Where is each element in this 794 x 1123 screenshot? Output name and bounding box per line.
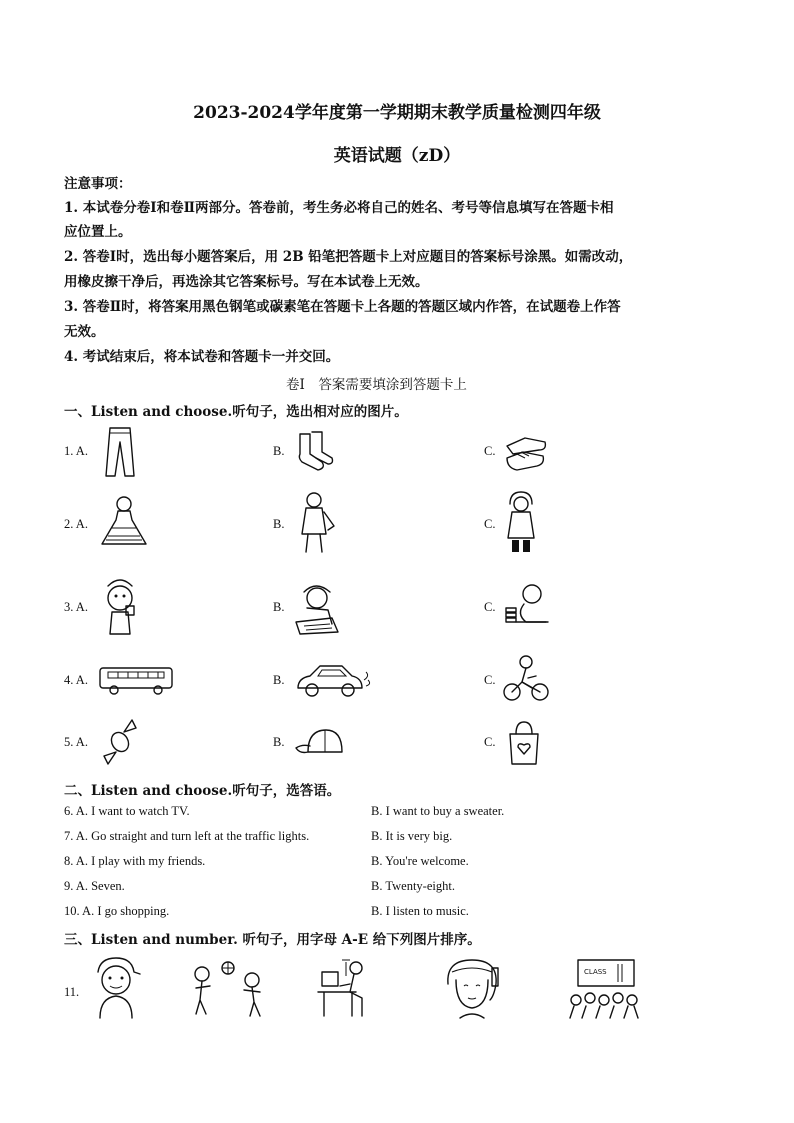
- q2-option-b: B.: [273, 517, 285, 531]
- note-2b: 用橡皮擦干净后，再选涂其它答案标号。写在本试卷上无效。: [64, 274, 429, 290]
- q1-option-a: 1. A.: [64, 444, 88, 458]
- page-title: 2023-2024学年度第一学期期末教学质量检测四年级: [193, 103, 601, 123]
- section1-heading: 一、Listen and choose.听句子，选出相对应的图片。: [64, 404, 408, 420]
- q10-option-a: 10. A. I go shopping.: [64, 904, 170, 918]
- socks-icon: [292, 430, 336, 474]
- bag-icon: [506, 720, 542, 766]
- bus-icon: [98, 664, 174, 696]
- q9-option-a: 9. A. Seven.: [64, 879, 125, 893]
- note-3a: 3. 答卷Ⅱ时，将答案用黑色钢笔或碳素笔在答题卡上各题的答题区域内作答，在试题卷上作答: [64, 299, 621, 315]
- boy-cap-icon: [88, 956, 142, 1020]
- note-3b: 无效。: [64, 324, 105, 340]
- q8-option-a: 8. A. I play with my friends.: [64, 854, 206, 868]
- concert-icon: [568, 956, 644, 1020]
- q5-option-b: B.: [273, 735, 285, 749]
- candy-icon: [100, 718, 140, 766]
- notes-heading: 注意事项：: [64, 176, 132, 192]
- note-1b: 应位置上。: [64, 224, 132, 240]
- q6-option-b: B. I want to buy a sweater.: [371, 804, 505, 818]
- q3-option-c: C.: [484, 600, 496, 614]
- q3-option-b: B.: [273, 600, 285, 614]
- q1-option-b: B.: [273, 444, 285, 458]
- note-2a: 2. 答卷Ⅰ时，选出每小题答案后，用 2B 铅笔把答题卡上对应题目的答案标号涂黑。如需改动，: [64, 249, 633, 265]
- section2-heading: 二、Listen and choose.听句子，选答语。: [64, 783, 341, 799]
- part1-heading: 卷Ⅰ 答案需要填涂到答题卡上: [286, 377, 467, 393]
- q2-option-c: C.: [484, 517, 496, 531]
- note-1a: 1. 本试卷分卷Ⅰ和卷Ⅱ两部分。答卷前，考生务必将自己的姓名、考号等信息填写在答题卡相: [64, 200, 614, 216]
- q4-option-b: B.: [273, 673, 285, 687]
- jacket-girl-icon: [294, 490, 340, 554]
- computer-desk-icon: [316, 958, 372, 1020]
- skirt-girl-icon: [500, 490, 542, 554]
- q2-option-a: 2. A.: [64, 517, 88, 531]
- cap-icon: [294, 726, 344, 760]
- q6-option-a: 6. A. I want to watch TV.: [64, 804, 190, 818]
- trousers-icon: [100, 424, 140, 480]
- q5-option-c: C.: [484, 735, 496, 749]
- q4-option-a: 4. A.: [64, 673, 88, 687]
- q3-option-a: 3. A.: [64, 600, 88, 614]
- q11-label: 11.: [64, 985, 80, 999]
- note-4: 4. 考试结束后，将本试卷和答题卡一并交回。: [64, 349, 340, 365]
- concert-screen-text: CLASS: [584, 968, 607, 976]
- q5-option-a: 5. A.: [64, 735, 88, 749]
- q1-option-c: C.: [484, 444, 496, 458]
- woman-phone-icon: [440, 956, 506, 1020]
- q7-option-a: 7. A. Go straight and turn left at the traffic lights.: [64, 829, 310, 843]
- shoes-icon: [503, 428, 549, 474]
- q8-option-b: B. You're welcome.: [371, 854, 469, 868]
- boy-writing-icon: [292, 578, 342, 636]
- section3-heading: 三、Listen and number. 听句子，用字母 A-E 给下列图片排序。: [64, 932, 481, 948]
- q7-option-b: B. It is very big.: [371, 829, 453, 843]
- q10-option-b: B. I listen to music.: [371, 904, 469, 918]
- q9-option-b: B. Twenty-eight.: [371, 879, 455, 893]
- q4-option-c: C.: [484, 673, 496, 687]
- dress-icon: [98, 494, 150, 550]
- boy-counting-icon: [502, 582, 552, 632]
- bike-icon: [502, 654, 550, 704]
- car-icon: [294, 662, 372, 698]
- girl-drinking-icon: [98, 576, 142, 638]
- page-subtitle: 英语试题（zD）: [333, 146, 461, 166]
- kids-ball-icon: [188, 960, 264, 1018]
